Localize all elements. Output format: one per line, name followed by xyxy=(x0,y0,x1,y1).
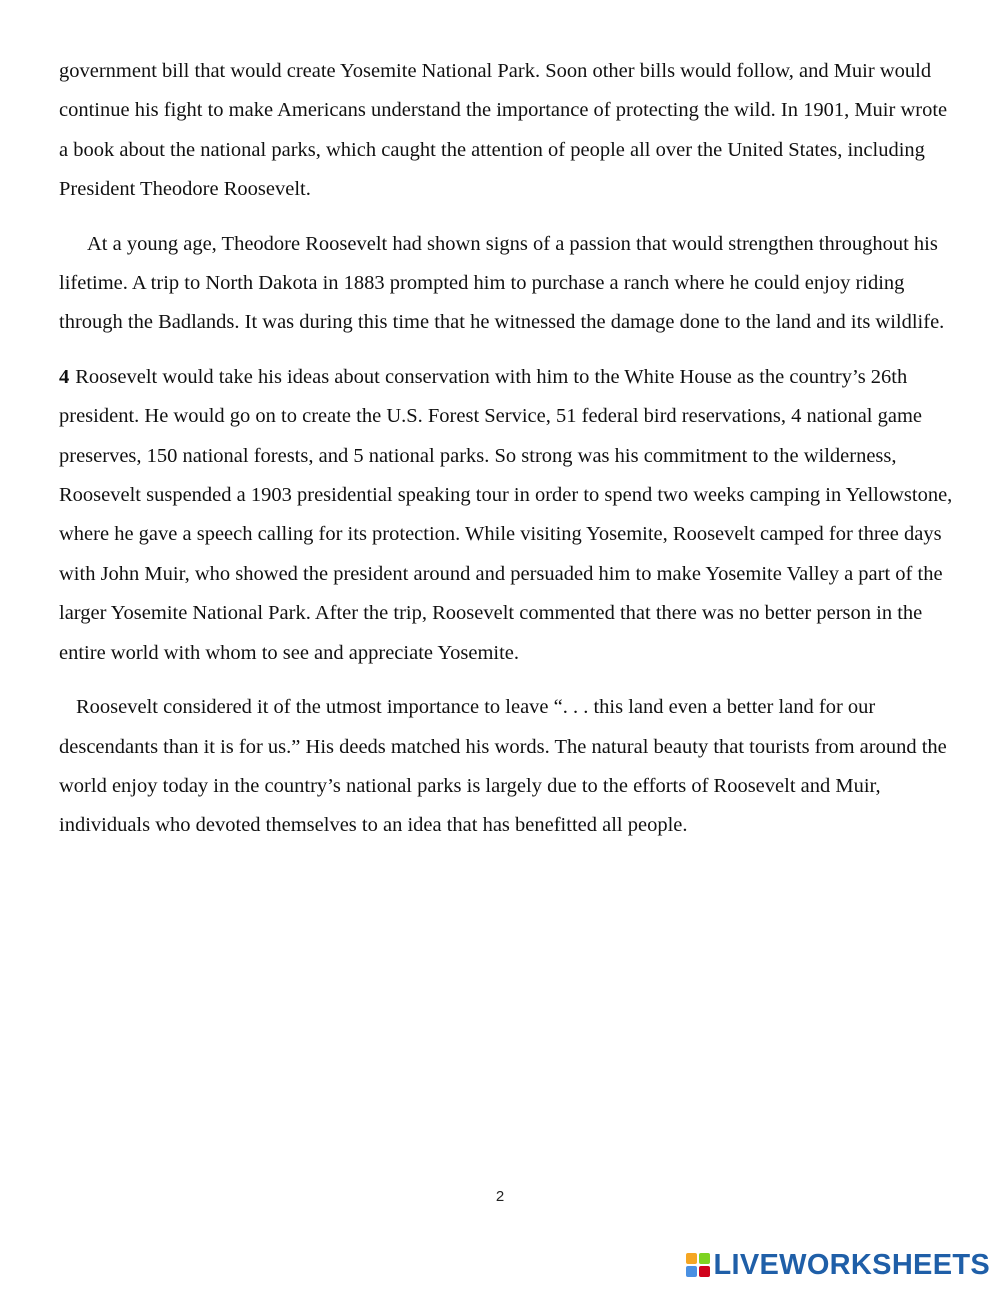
paragraph-3-text: Roosevelt would take his ideas about conservation with him to the White House as the country’s 26th president. He would go on to create the U.S. Forest Service, 51 federal bird reservations, 4 national game preserves, 150 national forests, and 5 national parks. So strong was his commitment to the wilderness, Roosevelt suspended a 1903 presidential speaking tour in order to spend two weeks camping in Yellowstone, where he gave a speech calling for its protection. While visiting Yosemite, Roosevelt camped for three days with John Muir, who showed the president around and persuaded him to make Yosemite Valley a part of the larger Yosemite National Park. After the trip, Roosevelt commented that there was no better person in the entire world with whom to see and appreciate Yosemite. xyxy=(59,365,953,664)
paragraph-2-text: At a young age, Theodore Roosevelt had shown signs of a passion that would strengthen throughout his lifetime. A trip to North Dakota in 1883 prompted him to purchase a ranch where he could enjoy riding through the Badlands. It was during this time that he witnessed the damage done to the land and its wildlife. xyxy=(59,232,945,334)
paragraph-4 xyxy=(59,688,959,846)
logo-block xyxy=(686,1253,697,1264)
logo-block xyxy=(686,1266,697,1277)
paragraph-1-text: government bill that would create Yosemite National Park. Soon other bills would follow, and Muir would continue his fight to make Americans understand the importance of protecting the wild. In 1901, Muir wrote a book about the national parks, which caught the attention of people all over the United States, including President Theodore Roosevelt. xyxy=(59,60,948,201)
logo-block xyxy=(699,1253,710,1264)
page-number: 2 xyxy=(495,1188,505,1205)
paragraph-2 xyxy=(59,225,959,343)
liveworksheets-watermark xyxy=(686,1247,991,1283)
liveworksheets-logo-icon xyxy=(686,1253,710,1277)
logo-block xyxy=(699,1266,710,1277)
paragraph-number: 4 xyxy=(59,365,70,388)
document-body xyxy=(59,52,959,861)
paragraph-4-text: Roosevelt considered it of the utmost importance to leave “. . . this land even a better land for our descendants than it is for us.” His deeds matched his words. The natural beauty that tourists from around the world enjoy today in the country’s national parks is largely due to the efforts of Roosevelt and Muir, individuals who devoted themselves to an idea that has benefitted all people. xyxy=(59,696,947,837)
paragraph-1 xyxy=(59,52,959,210)
paragraph-3 xyxy=(59,358,959,673)
watermark-text: LIVEWORKSHEETS xyxy=(713,1248,990,1281)
